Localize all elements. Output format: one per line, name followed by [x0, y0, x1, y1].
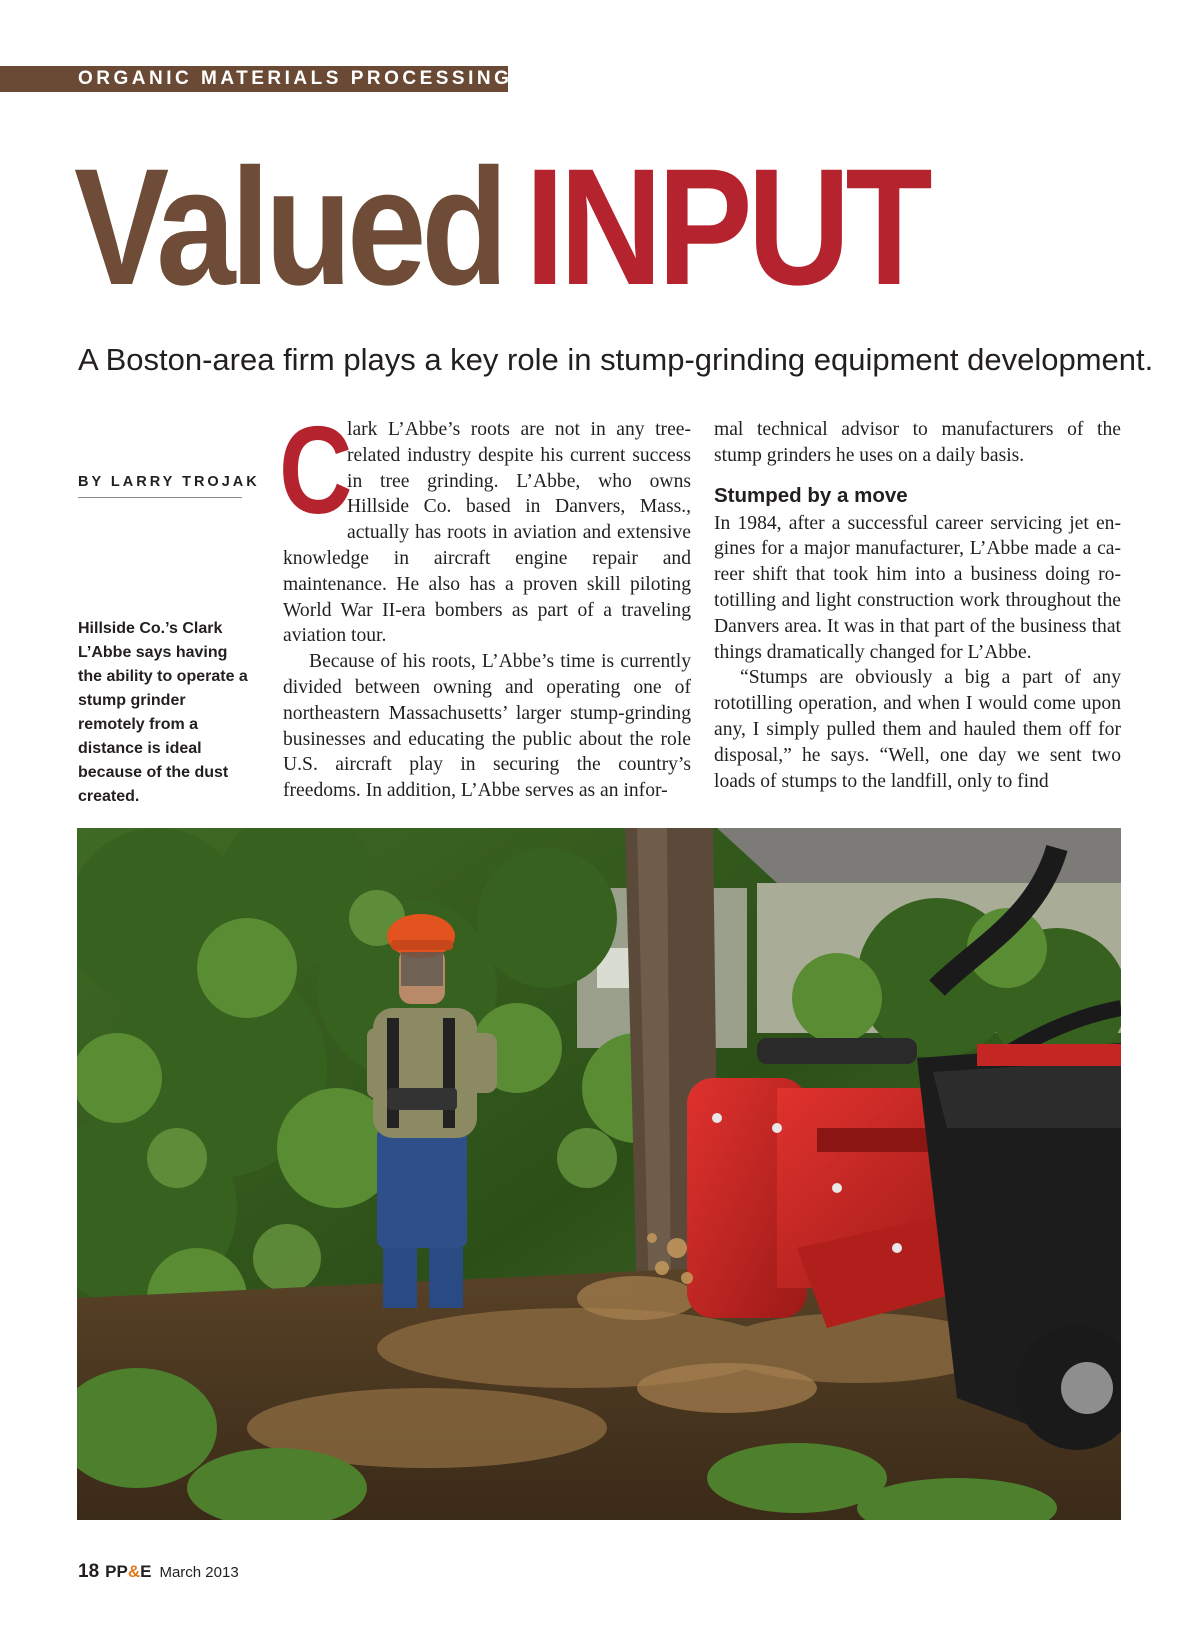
article-photo [77, 828, 1121, 1520]
subhead: Stumped by a move [714, 483, 908, 507]
page-number: 18 [78, 1561, 100, 1582]
paragraph-3: In 1984, after a successful career servicing jet engines for a major manufacturer, L’Abbe made a career shift that took him into a business doing rototilling and light construction work throughout the Danvers area. It was in that part of the business that things dramatically changed for L’Abbe. [714, 512, 1121, 663]
byline: BY LARRY TROJAK [78, 474, 260, 490]
headline-input: INPUT [525, 135, 928, 320]
headline-valued: Valued [74, 135, 504, 320]
pub-name-a: PP [105, 1562, 128, 1581]
publication-name [105, 1562, 151, 1581]
stump-grinder-photo [77, 828, 1121, 1520]
article-column-2 [714, 417, 1121, 794]
deck-subtitle: A Boston-area firm plays a key role in stump-grinding equipment development. [78, 342, 1154, 377]
paragraph-4: “Stumps are obviously a big a part of any rototilling operation, and when I would come upon any, I simply pulled them and hauled them off for disposal,” he says. “Well, one day we sent two loads of stumps to the landfill, only to find [714, 667, 1121, 792]
photo-caption: Hillside Co.’s Clark L’Abbe says having the ability to operate a stump grinder remotely from a distance is ideal because of the dust created. [78, 620, 248, 805]
paragraph-1-text: lark L’Abbe’s roots are not in any tree-related industry despite his current success in tree grinding. L’Abbe, who owns Hillside Co. based in Danvers, Mass., actually has roots in aviation and extensive knowledge in aircraft engine repair and maintenance. He also has a proven skill piloting World War II-era bombers as part of a traveling aviation tour. [283, 419, 691, 647]
paragraph-2-part-2: mal technical advisor to manufacturers of the stump grinders he uses on a daily basis. [714, 419, 1121, 466]
article-column-1 [279, 402, 691, 804]
paragraph-2-part-1: Because of his roots, L’Abbe’s time is currently divided between owning and operating one of northeastern Massachusetts’ larger stump-grinding businesses and educating the public about the role U.S. aircraft play in securing the country’s freedoms. In addition, L’Abbe serves as an infor- [283, 651, 691, 802]
pub-name-b: E [140, 1562, 152, 1581]
page-footer [78, 1561, 239, 1583]
issue-date: March 2013 [159, 1564, 239, 1581]
pub-name-amp: & [127, 1562, 141, 1581]
headline [74, 135, 993, 320]
byline-rule [78, 497, 242, 498]
paragraph-1 [279, 402, 691, 649]
section-label: ORGANIC MATERIALS PROCESSING [78, 68, 513, 89]
drop-cap: C [279, 402, 353, 540]
